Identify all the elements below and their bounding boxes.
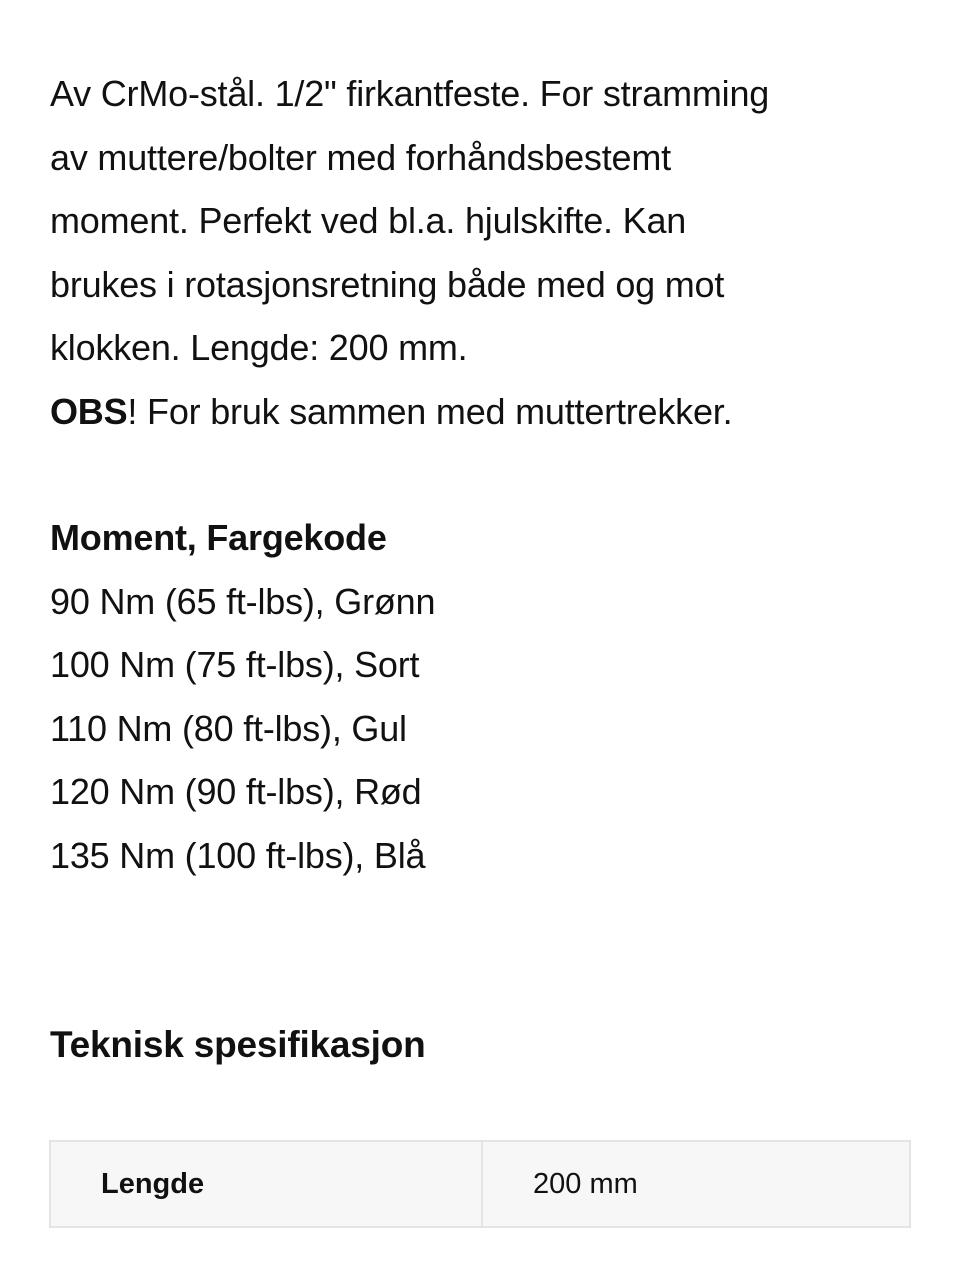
description-line: klokken. Lengde: 200 mm. — [50, 327, 468, 368]
spec-value-length: 200 mm — [533, 1167, 638, 1200]
moment-heading: Moment, Fargekode — [50, 517, 387, 558]
moment-row: 110 Nm (80 ft-lbs), Gul — [50, 707, 407, 749]
description-line: moment. Perfekt ved bl.a. hjulskifte. Kan — [50, 200, 687, 241]
spec-title: Teknisk spesifikasjon — [50, 1024, 426, 1065]
moment-row: 120 Nm (90 ft-lbs), Rød — [50, 771, 422, 812]
spec-key-length: Lengde — [51, 1142, 483, 1226]
moment-color-code-list — [50, 506, 920, 887]
spec-table — [49, 1140, 911, 1228]
product-description — [50, 62, 920, 443]
obs-note — [50, 380, 920, 444]
description-line: Av CrMo-stål. 1/2" firkantfeste. For stramming — [50, 73, 770, 114]
product-description-section — [50, 62, 920, 887]
moment-row: 135 Nm (100 ft-lbs), Blå — [50, 834, 426, 876]
obs-label: OBS — [50, 390, 128, 432]
description-line: brukes i rotasjonsretning både med og mot — [50, 263, 725, 305]
obs-text: ! For bruk sammen med muttertrekker. — [127, 390, 733, 432]
moment-row: 90 Nm (65 ft-lbs), Grønn — [50, 580, 436, 622]
description-line: av muttere/bolter med forhåndsbestemt — [50, 136, 671, 178]
moment-row: 100 Nm (75 ft-lbs), Sort — [50, 644, 420, 685]
